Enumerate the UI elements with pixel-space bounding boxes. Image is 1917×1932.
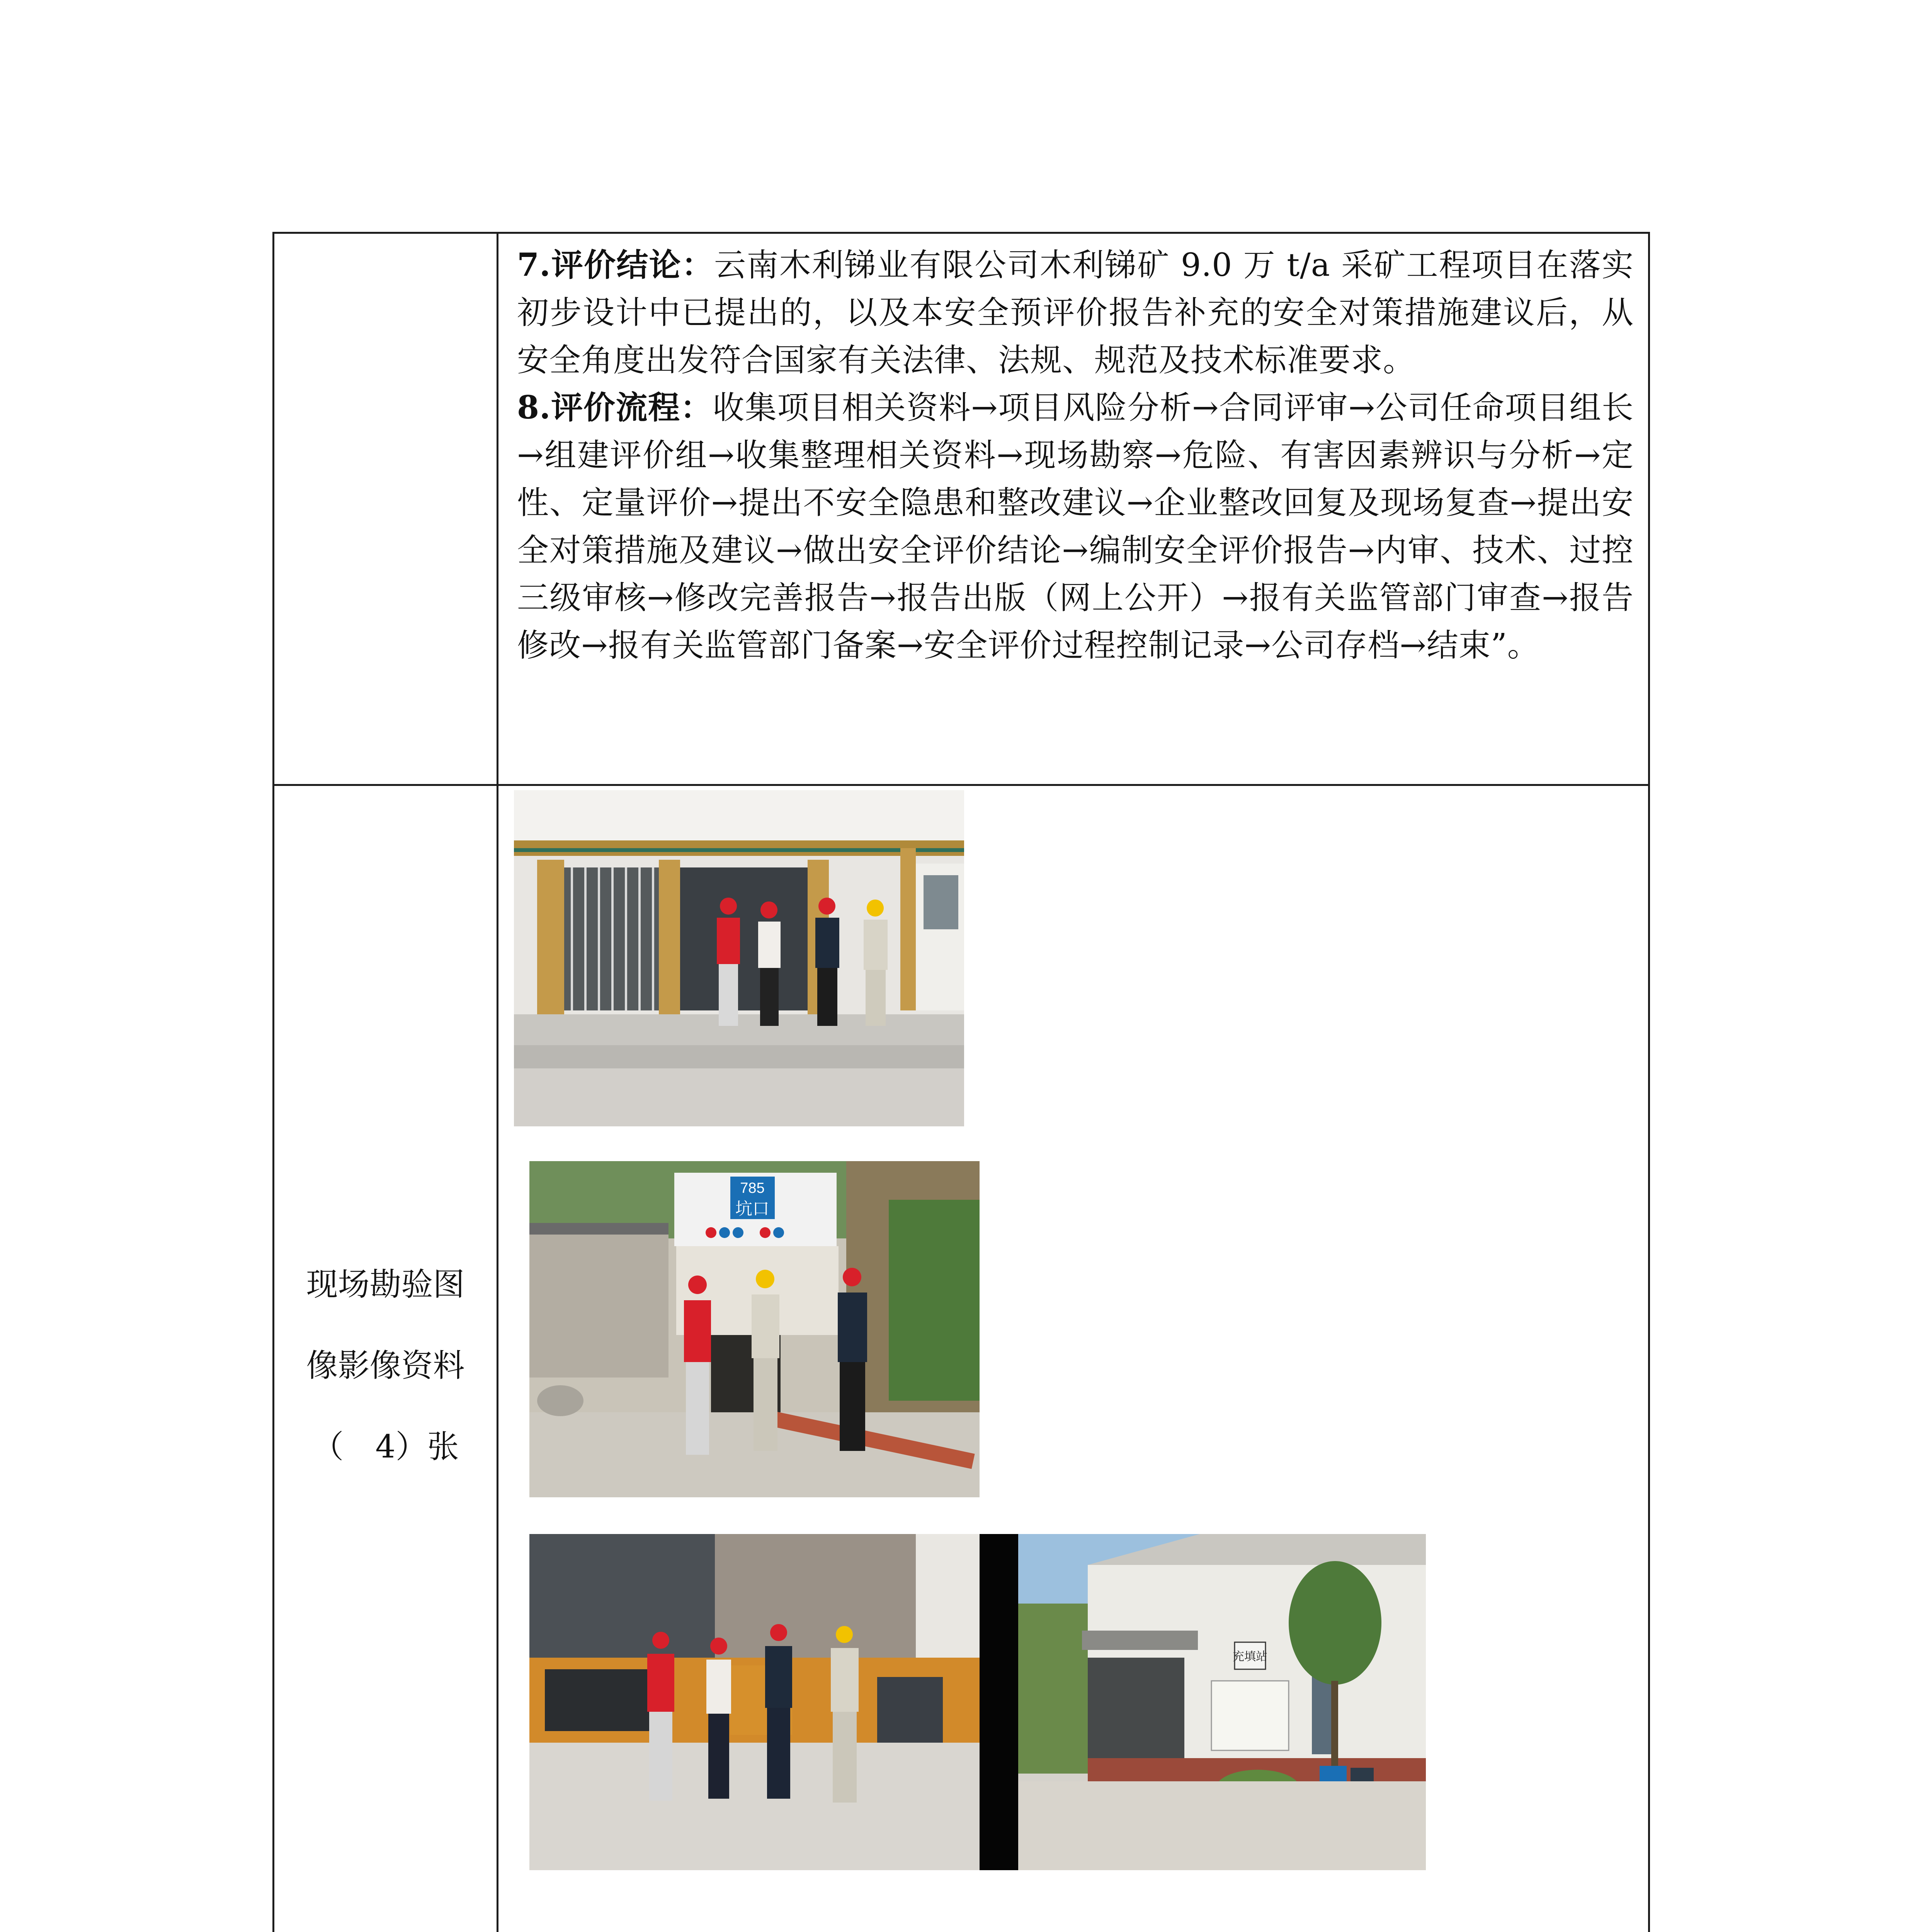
column-divider	[497, 234, 498, 1932]
section-7-text: 云南木利锑业有限公司木利锑矿 9.0 万 t/a 采矿工程项目在落实初步设计中已提出的，以及本安全预评价报告补充的安全对策措施建议后，从安全角度出发符合国家有关法律、法规、规范及技术标准要求。	[517, 247, 1634, 379]
label-line-2: 像影像资料	[306, 1347, 465, 1384]
section-7-paragraph	[517, 242, 1634, 384]
label-line-1: 现场勘验图	[306, 1266, 465, 1303]
portal-sign-number: 785	[740, 1180, 765, 1196]
section-8-paragraph	[517, 384, 1634, 669]
section-8-label: 8.评价流程：	[517, 389, 713, 426]
site-photo-equipment-area	[529, 1534, 980, 1870]
section-8-text: 收集项目相关资料→项目风险分析→合同评审→公司任命项目组长→组建评价组→收集整理相关资料→现场勘察→危险、有害因素辨识与分析→定性、定量评价→提出不安全隐患和整改建议→企业整改回复及现场复查→提出安全对策措施及建议→做出安全评价结论→编制安全评价报告→内审、技术、过控三级审核→修改完善报告→报告出版（网上公开）→报有关监管部门审查→报告修改→报有关监管部门备案→安全评价过程控制记录→公司存档→结束”。	[517, 389, 1634, 664]
row-divider	[274, 784, 1648, 786]
label-line-3: （ 4）张	[312, 1429, 459, 1465]
site-photos-label	[274, 796, 497, 1932]
portal-sign-text: 坑口	[735, 1199, 769, 1218]
site-photo-mine-portal	[529, 1161, 980, 1497]
conclusion-cell	[517, 242, 1634, 669]
site-photo-building-entrance	[514, 790, 964, 1126]
site-photo-filling-station	[1018, 1534, 1426, 1870]
section-7-label: 7.评价结论：	[517, 247, 714, 284]
photo-separator	[980, 1534, 1018, 1870]
filling-station-sign: 充填站	[1233, 1650, 1267, 1663]
